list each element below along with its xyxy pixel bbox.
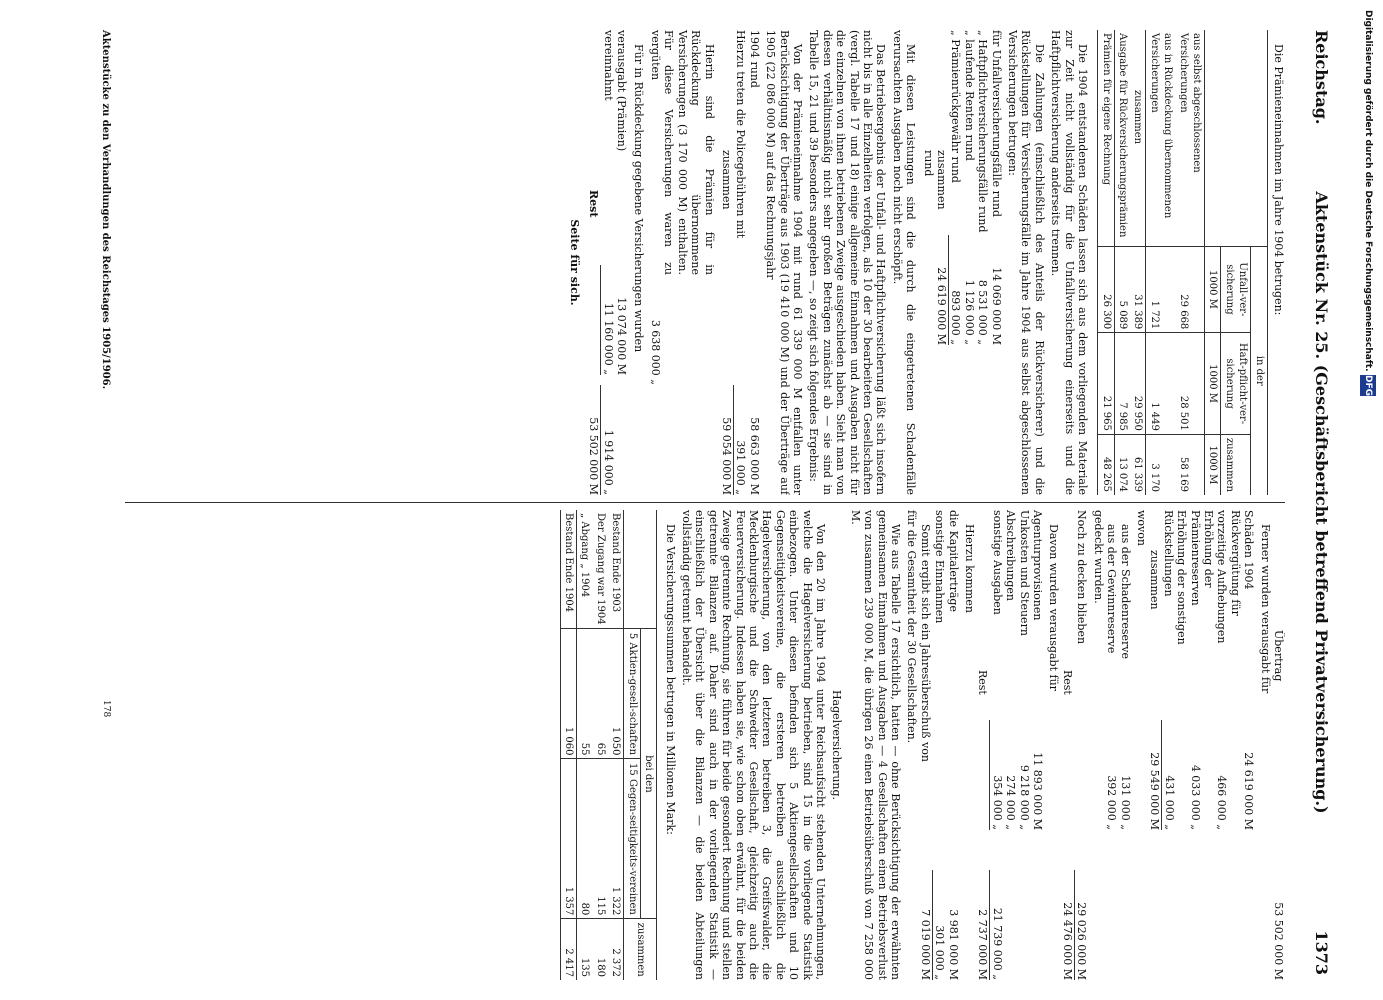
list-item	[946, 510, 959, 980]
footer-number: 178	[101, 700, 111, 718]
paragraph: Wie aus Tabelle 17 ersichtlich, hatten — ohne Berücksichtigung der erwähnten gemeinsamen Einnahmen und Ausgaben — 4 Gesellschaften einen Betriebsverlust von zusammen 239 000 M, die übrigen 26 einen Betriebsüberschuß von 7 258 000 M.	[848, 510, 903, 980]
table-group-header: in der	[1251, 246, 1267, 495]
col-header: 15 Gegen-seitigkeits-vereinen	[624, 759, 640, 919]
row-label: zusammen	[1132, 90, 1144, 145]
item-value: 4 033 000 „	[1188, 764, 1202, 830]
list-total	[976, 510, 989, 980]
paragraph: wovon	[1134, 510, 1148, 546]
cell: 21 965	[1098, 333, 1114, 435]
item-label: Erhöhung der Prämienreserven	[1188, 510, 1215, 606]
item-label: Übertrag	[1272, 630, 1285, 682]
cell: 31 389	[1130, 246, 1146, 333]
table-group-header: bei den	[640, 629, 656, 919]
column-divider	[125, 502, 1285, 503]
row-label: Ausgabe für Rückversicherungsprämien	[1116, 33, 1128, 238]
section-heading: Hagelversicherung.	[830, 689, 844, 801]
total-label: Somit ergibt sich ein Jahresüberschuß von	[918, 524, 932, 762]
header-left: Reichstag.	[1312, 30, 1331, 125]
item-label: sonstige Einnahmen	[933, 510, 947, 624]
premium-table	[1097, 30, 1267, 495]
list-item	[989, 30, 1002, 495]
item-value: 58 663 000 M	[747, 417, 761, 495]
cell: 115	[593, 759, 608, 919]
paragraph: Die 1904 entstandenen Schäden lassen sich aus dem vorliegenden Materiale zur Zeit nicht vollständig für die Unfallversicherung einerseits und die Haftpflichtversicherung anderseits trennen.	[1049, 30, 1090, 495]
col-unit: 1000 M	[1204, 246, 1220, 333]
cell: 48 265	[1098, 434, 1114, 495]
col-unit: 1000 M	[1204, 434, 1220, 495]
item-value: 24 619 000 M	[1242, 752, 1256, 830]
paragraph: Das Betriebsergebnis der Unfall- und Haftpflichtversicherung läßt sich insofern nicht bis in alle Einzelheiten verfolgen, als 10 der 30 bearbeiteten Gesellschaften (vergl. Tabelle 17 und 18) einige allgemeine Einnahmen und Ausgaben nicht für die einzelnen von ihnen betriebenen Zweige ausgeschieden haben. Sieht man von diesen verhältnismäßig nicht sehr großen Beträgen zunächst ab — sie sind in Tabelle 15, 21 und 39 besonders angegeben —, so zeigt sich folgendes Ergebnis:	[807, 30, 888, 495]
paragraph: Die Versicherungssummen betrugen in Millionen Mark:	[663, 524, 677, 835]
list-item	[1161, 510, 1188, 980]
payments-list	[921, 30, 1002, 495]
paragraph: Ferner wurden verausgabt für	[1258, 524, 1272, 694]
row-label: „ Abgang „ 1904	[579, 513, 591, 598]
page-footer: Aktenstücke zu den Verhandlungen des Reichstages 1905/1906.	[100, 30, 111, 390]
total-label: Rest	[976, 670, 990, 695]
list-item	[747, 30, 760, 495]
item-value: 354 000 „	[989, 720, 1003, 830]
page-note: Seite für sich.	[567, 219, 581, 306]
item-value: 3 981 000 M	[946, 909, 960, 980]
item-label: aus der Schadenreserve	[1118, 524, 1132, 659]
list-item	[1017, 510, 1030, 980]
col-header: Haft-pflicht-ver-sicherung	[1221, 333, 1251, 435]
list-item	[733, 30, 747, 495]
cell: 7 985	[1114, 333, 1130, 435]
list-total	[587, 30, 600, 495]
col-header: zusammen	[624, 919, 657, 980]
total-value: 29 549 000 M	[1148, 752, 1162, 830]
paragraph: Hierzu kommen	[963, 524, 977, 613]
list-total	[921, 30, 948, 495]
cell: 65	[593, 629, 608, 759]
cell: 26 300	[1098, 246, 1114, 333]
item-value: 29 026 000 M	[1074, 870, 1088, 980]
table-row	[1114, 30, 1130, 495]
list-item	[1118, 510, 1131, 980]
item-value: 466 000 „	[1215, 775, 1229, 830]
list-total	[1148, 510, 1161, 980]
paragraph: Für in Rückdeckung gegebene Versicherungen wurden	[631, 44, 645, 353]
cell: 61 339	[1130, 434, 1146, 495]
list-item	[649, 30, 716, 495]
table-row	[1175, 30, 1204, 495]
item-value: 131 000 „	[1118, 775, 1132, 830]
item-value: 3 638 000 „	[648, 319, 662, 385]
table-row	[608, 510, 624, 980]
left-column	[125, 30, 1285, 495]
total-value: 59 054 000 M	[719, 417, 733, 495]
list-total	[918, 510, 931, 980]
list-item	[1004, 510, 1017, 980]
total-label: zusammen rund	[921, 150, 949, 210]
item-label: „ Prämienrückgewähr rund	[949, 30, 963, 183]
table-row	[1130, 30, 1146, 495]
cell: 1 357	[560, 759, 576, 919]
page-number: 1373	[1312, 930, 1331, 975]
list-item	[1242, 510, 1255, 980]
item-value: 392 000 „	[1105, 775, 1119, 830]
cell: 135	[577, 919, 593, 980]
table-row	[1098, 30, 1114, 495]
cell: 29 668	[1175, 246, 1204, 333]
item-value: 53 502 000 M	[1272, 902, 1285, 980]
list-item	[989, 510, 1003, 980]
cell: 1 322	[608, 759, 624, 919]
page-header	[1302, 30, 1331, 975]
total-value: 53 502 000 M	[587, 417, 601, 495]
item-label: „ Haftpflichtversicherungsfälle rund	[976, 30, 990, 233]
item-total: 21 739 000 „	[989, 870, 1003, 980]
paragraph: Die Zahlungen (einschließlich des Anteils der Rückversicherer) und die Rückstellungen für Versicherungsfälle im Jahre 1904 aus selbst abgeschlossenen Versicherungen betrugen:	[1006, 30, 1046, 495]
cell: 2 417	[560, 919, 576, 980]
intro-text: Die Prämieneinnahmen im Jahre 1904 betrugen:	[1272, 44, 1285, 316]
list-item	[976, 30, 989, 495]
cell: 13 074	[1114, 434, 1130, 495]
row-label: aus in Rückdeckung übernommenen Versicherungen	[1148, 33, 1174, 219]
cell: 55	[577, 629, 593, 759]
item-label: Noch zu decken blieben	[1075, 510, 1089, 645]
list-total	[1061, 510, 1074, 980]
row-label: Bestand Ende 1903	[610, 513, 622, 613]
item-label: 1904 rund	[747, 30, 761, 88]
total-value: 7 019 000 M	[918, 909, 932, 980]
item-value: 301 000 „	[932, 870, 946, 980]
paragraph: für die Gesamtheit der 30 Gesellschaften.	[905, 510, 919, 744]
cell: 180	[593, 919, 608, 980]
list-item	[1031, 510, 1044, 980]
cell: 28 501	[1175, 333, 1204, 435]
cell: 80	[577, 759, 593, 919]
item-label: sonstige Ausgaben	[990, 510, 1004, 615]
col-unit: 1000 M	[1204, 333, 1220, 435]
item-value: 11 160 000 „	[600, 265, 614, 375]
list-item	[615, 30, 628, 495]
table-row	[560, 510, 576, 980]
list-item	[1105, 510, 1118, 980]
total-label: zusammen	[719, 150, 733, 210]
item-value: 391 000 „	[733, 385, 747, 495]
list-item	[932, 510, 946, 980]
table-row	[577, 510, 593, 980]
dfg-notice-text: Digitalisierung gefördert durch die Deutsche Forschungsgemeinschaft.	[1363, 10, 1373, 372]
item-label: Abschreibungen	[1004, 510, 1018, 602]
cell: 2 372	[608, 919, 624, 980]
item-label: für Unfallversicherungsfälle rund	[989, 30, 1003, 218]
total-label: Rest	[1060, 670, 1074, 695]
list-total	[720, 30, 733, 495]
total-value: 24 619 000 M	[935, 267, 949, 345]
list-item	[1074, 510, 1088, 980]
carry-over	[1272, 510, 1285, 980]
item-label: Hierzu treten die Policegebühren mit	[734, 30, 748, 239]
cell: 1 449	[1146, 333, 1175, 435]
hail-insurance-table	[560, 510, 657, 980]
total-value: 24 476 000 M	[1060, 902, 1074, 980]
total-label: zusammen	[1148, 550, 1162, 610]
row-label: Prämien für eigene Rechnung	[1100, 33, 1112, 185]
item-label: verausgabt (Prämien)	[615, 30, 629, 152]
col-header: Unfall-ver-sicherung	[1221, 246, 1251, 333]
cell: 58 169	[1175, 434, 1204, 495]
table-corner	[1251, 30, 1267, 246]
item-difference: 1 914 000 „	[600, 385, 614, 495]
item-value: 1 126 000 „	[962, 279, 976, 345]
col-header: 5 Aktien-gesell-schaften	[624, 629, 640, 759]
item-label: Hierin sind die Prämien für in Rückdeckung übernommene Versicherungen (3 170 000 M) enthalten. Für diese Versicherungen waren zu vergüten	[648, 30, 716, 275]
list-item	[948, 30, 962, 495]
cell: 29 950	[1130, 333, 1146, 435]
total-value: 2 737 000 M	[976, 909, 990, 980]
list-item	[1215, 510, 1242, 980]
total-label: Rest	[587, 190, 601, 218]
list-item	[962, 30, 975, 495]
item-label: aus der Gewinnreserve	[1105, 524, 1119, 654]
paragraph: gedeckt wurden.	[1091, 510, 1105, 604]
table-row	[593, 510, 608, 980]
row-label: Der Zugang war 1904	[594, 513, 606, 625]
item-value: 274 000 „	[1004, 775, 1018, 830]
row-label: aus selbst abgeschlossenen Versicherungen	[1177, 33, 1202, 173]
col-header: zusammen	[1221, 434, 1251, 495]
item-label: Schäden 1904	[1242, 510, 1256, 590]
item-value: 8 531 000 „	[976, 279, 990, 345]
cell: 3 170	[1146, 434, 1175, 495]
item-value: 9 218 000 „	[1017, 764, 1031, 830]
cell: 1 721	[1146, 246, 1175, 333]
cell: 1 050	[608, 629, 624, 759]
item-value: 431 000 „	[1161, 720, 1175, 830]
paragraph: Davon wurden verausgabt für	[1047, 524, 1061, 691]
item-value: 11 893 000 M	[1031, 752, 1045, 830]
item-label: Agenturprovisionen	[1031, 510, 1045, 621]
item-value: 13 074 000 M	[615, 297, 629, 375]
document-page	[30, 0, 1370, 1000]
header-title: Aktenstück Nr. 25. (Geschäftsbericht betreffend Privatversicherung.)	[1312, 191, 1331, 814]
item-label: Rückvergütung für vorzeitige Aufhebungen	[1215, 510, 1242, 644]
cell: 5 089	[1114, 246, 1130, 333]
paragraph: Von der Prämieneinnahme 1904 mit rund 61 339 000 M entfallen unter Berücksichtigung der Überträge aus 1903 (19 410 000 M) und der Überträge auf 1905 (22 086 000 M) auf das Rechnungsjahr	[764, 30, 804, 495]
right-column	[125, 510, 1285, 980]
item-label: vereinnahmt	[601, 30, 615, 101]
row-label: Bestand Ende 1904	[563, 513, 575, 613]
table-row	[1146, 30, 1175, 495]
list-item	[1188, 510, 1215, 980]
item-label: die Kapitalerträge	[946, 510, 960, 612]
list-item	[600, 30, 614, 495]
item-value: 893 000 „	[948, 235, 962, 345]
cell: 1 060	[560, 629, 576, 759]
item-label: „ laufende Renten rund	[962, 30, 976, 161]
paragraph: Von den 20 im Jahre 1904 unter Reichsaufsicht stehenden Unternehmungen, welche die Hagelversicherung betrieben, sind 15 in die vorliegende Statistik einbezogen. Unter diesen befinden sich 5 Aktiengesellschaften und 10 Gegenseitigkeitsvereine, die ersteren betreiben ausschließlich die Hagelversicherung, von den letzteren betreiben 3, die Greifswalder, die Mecklenburgische und die Schwedter Gesellschaft, gleichzeitig auch die Feuerversicherung. Indessen haben sie, wie schon oben erwähnt, für die beiden Zweige getrennte Rechnung, sie führen für beide gesondert Rechnung und stellen getrennte Bilanzen auf. Daher sind auch in der vorliegenden Statistik — einschließlich der Übersicht über die Bilanzen — die beiden Abteilungen vollständig getrennt behandelt.	[679, 510, 827, 980]
item-label: Unkosten und Steuern	[1017, 510, 1031, 636]
paragraph: Mit diesen Leistungen sind die durch die eingetretenen Schadenfälle verursachten Ausgaben noch nicht erschöpft.	[890, 30, 918, 495]
dfg-logo: DFG	[1360, 375, 1376, 396]
item-label: Erhöhung der sonstigen Rückstellungen	[1161, 510, 1189, 645]
item-value: 14 069 000 M	[989, 267, 1003, 345]
